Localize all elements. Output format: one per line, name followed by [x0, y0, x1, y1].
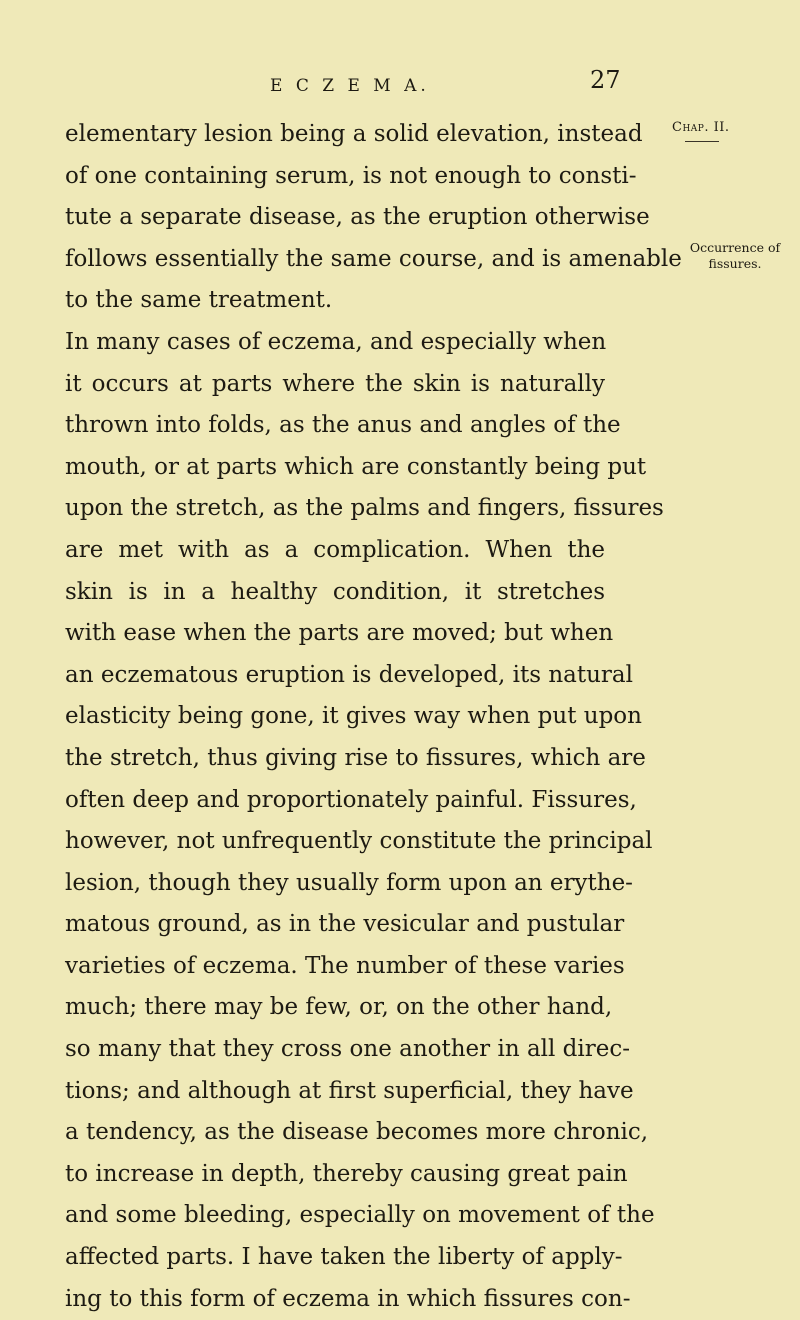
text-line: and some bleeding, especially on movement of the [65, 1202, 655, 1229]
text-line: thrown into folds, as the anus and angles of the [65, 412, 621, 439]
text-line: it occurs at parts where the skin is naturally [65, 370, 605, 397]
text-line: skin is in a healthy condition, it stretches [65, 578, 605, 605]
text-line: varieties of eczema. The number of these varies [65, 952, 625, 979]
text-line: elasticity being gone, it gives way when put upon [65, 703, 642, 730]
text-line: lesion, though they usually form upon an erythe- [65, 869, 633, 896]
text-line: follows essentially the same course, and is amenable [65, 245, 682, 272]
text-line: an eczematous eruption is developed, its natural [65, 661, 633, 688]
text-line: the stretch, thus giving rise to fissures, which are [65, 744, 646, 771]
text-line: are met with as a complication. When the [65, 536, 605, 563]
text-line: however, not unfrequently constitute the principal [65, 828, 653, 855]
text-line: upon the stretch, as the palms and fingers, fissures [65, 495, 664, 522]
text-line: tions; and although at first superficial, they have [65, 1077, 634, 1104]
running-head [0, 66, 800, 100]
text-line: much; there may be few, or, on the other hand, [65, 994, 613, 1021]
text-line: mouth, or at parts which are constantly being put [65, 453, 647, 480]
text-line: ing to this form of eczema in which fissures con- [65, 1285, 631, 1312]
running-head-title: E C Z E M A. [270, 76, 430, 96]
text-line: matous ground, as in the vesicular and pustular [65, 911, 625, 938]
chapter-label: Chap. II. [672, 120, 730, 135]
text-line: tute a separate disease, as the eruption otherwise [65, 204, 650, 231]
text-line: with ease when the parts are moved; but when [65, 620, 614, 647]
text-line: to the same treatment. [65, 287, 333, 314]
side-note-line: fissures. [708, 256, 762, 271]
page-number: 27 [590, 66, 621, 94]
text-line: so many that they cross one another in all direc- [65, 1036, 631, 1063]
body-text [65, 114, 682, 1320]
text-line: to increase in depth, thereby causing great pain [65, 1160, 628, 1187]
side-note [670, 240, 800, 272]
text-line: of one containing serum, is not enough to consti- [65, 162, 637, 189]
text-line: often deep and proportionately painful. Fissures, [65, 786, 637, 813]
text-line: elementary lesion being a solid elevation, instead [65, 121, 643, 147]
text-line: affected parts. I have taken the liberty of apply- [65, 1244, 623, 1271]
chapter-rule [685, 141, 719, 142]
side-note-line: Occurrence of [689, 240, 781, 255]
text-line: a tendency, as the disease becomes more chronic, [65, 1119, 649, 1146]
text-line: In many cases of eczema, and especially when [65, 328, 607, 355]
